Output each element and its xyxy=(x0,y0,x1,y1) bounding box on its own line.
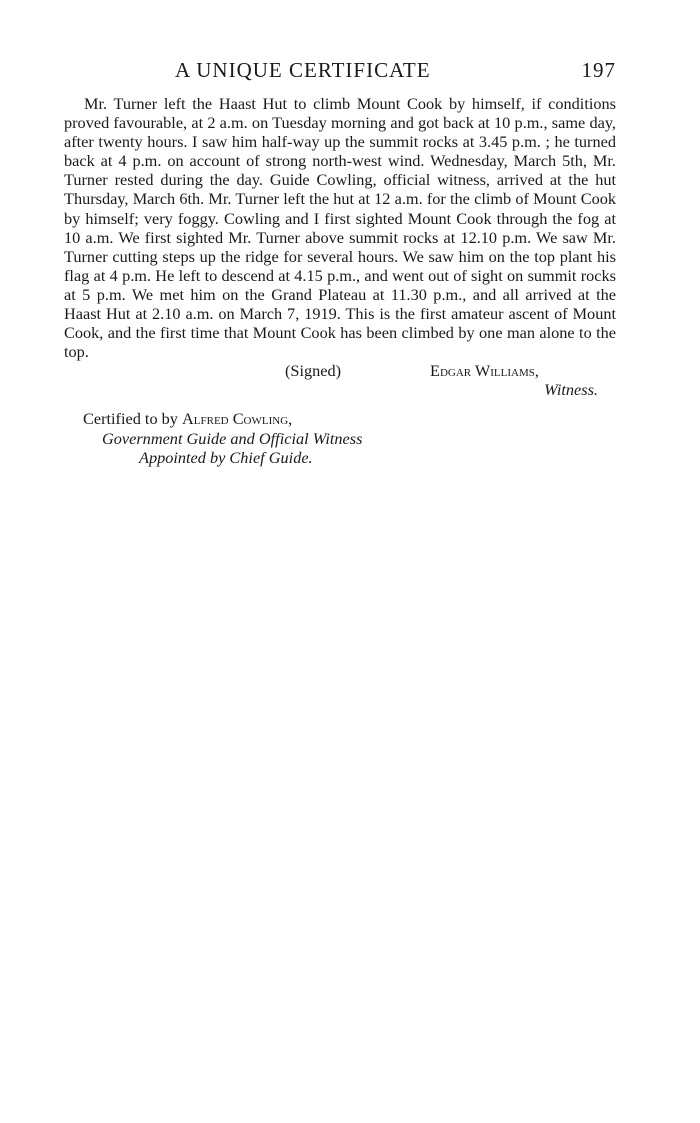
running-title: A UNIQUE CERTIFICATE xyxy=(175,58,431,82)
certifier-appointment: Appointed by Chief Guide. xyxy=(139,448,313,468)
certification-block xyxy=(64,409,616,468)
signer-role: Witness. xyxy=(544,380,598,400)
certificate-paragraph: Mr. Turner left the Haast Hut to climb Mount Cook by himself, if conditions proved favourable, at 2 a.m. on Tuesday morning and got back at 10 p.m., same day, after twenty hours. I saw him half-way up the summit rocks at 3.45 p.m. ; he turned back at 4 p.m. on account of strong north-west wind. Wednesday, March 5th, Mr. Turner rested during the day. Guide Cowling, official witness, arrived at the hut Thursday, March 6th. Mr. Turner left the hut at 12 a.m. for the climb of Mount Cook by himself; very foggy. Cowling and I first sighted Mount Cook through the fog at 10 a.m. We first sighted Mr. Turner above summit rocks at 12.10 p.m. We saw Mr. Turner cutting steps up the ridge for several hours. We saw him on the top plant his flag at 4 p.m. He left to descend at 4.15 p.m., and went out of sight on summit rocks at 5 p.m. We met him on the Grand Plateau at 11.30 p.m., and all arrived at the Haast Hut at 2.10 a.m. on March 7, 1919. This is the first amateur ascent of Mount Cook, and the first time that Mount Cook has been climbed by one man alone to the top. xyxy=(64,94,616,362)
signature-line xyxy=(64,361,616,380)
signer-name: Edgar Williams, xyxy=(430,361,539,381)
running-head xyxy=(64,58,616,88)
page-number: 197 xyxy=(581,58,616,82)
certified-by-line xyxy=(64,409,616,429)
certifier-title: Government Guide and Official Witness xyxy=(102,428,363,448)
book-page xyxy=(64,58,616,468)
certified-prefix: Certified to by xyxy=(83,409,183,429)
certifier-name: Alfred Cowling, xyxy=(182,409,293,429)
signed-label: (Signed) xyxy=(285,361,342,381)
